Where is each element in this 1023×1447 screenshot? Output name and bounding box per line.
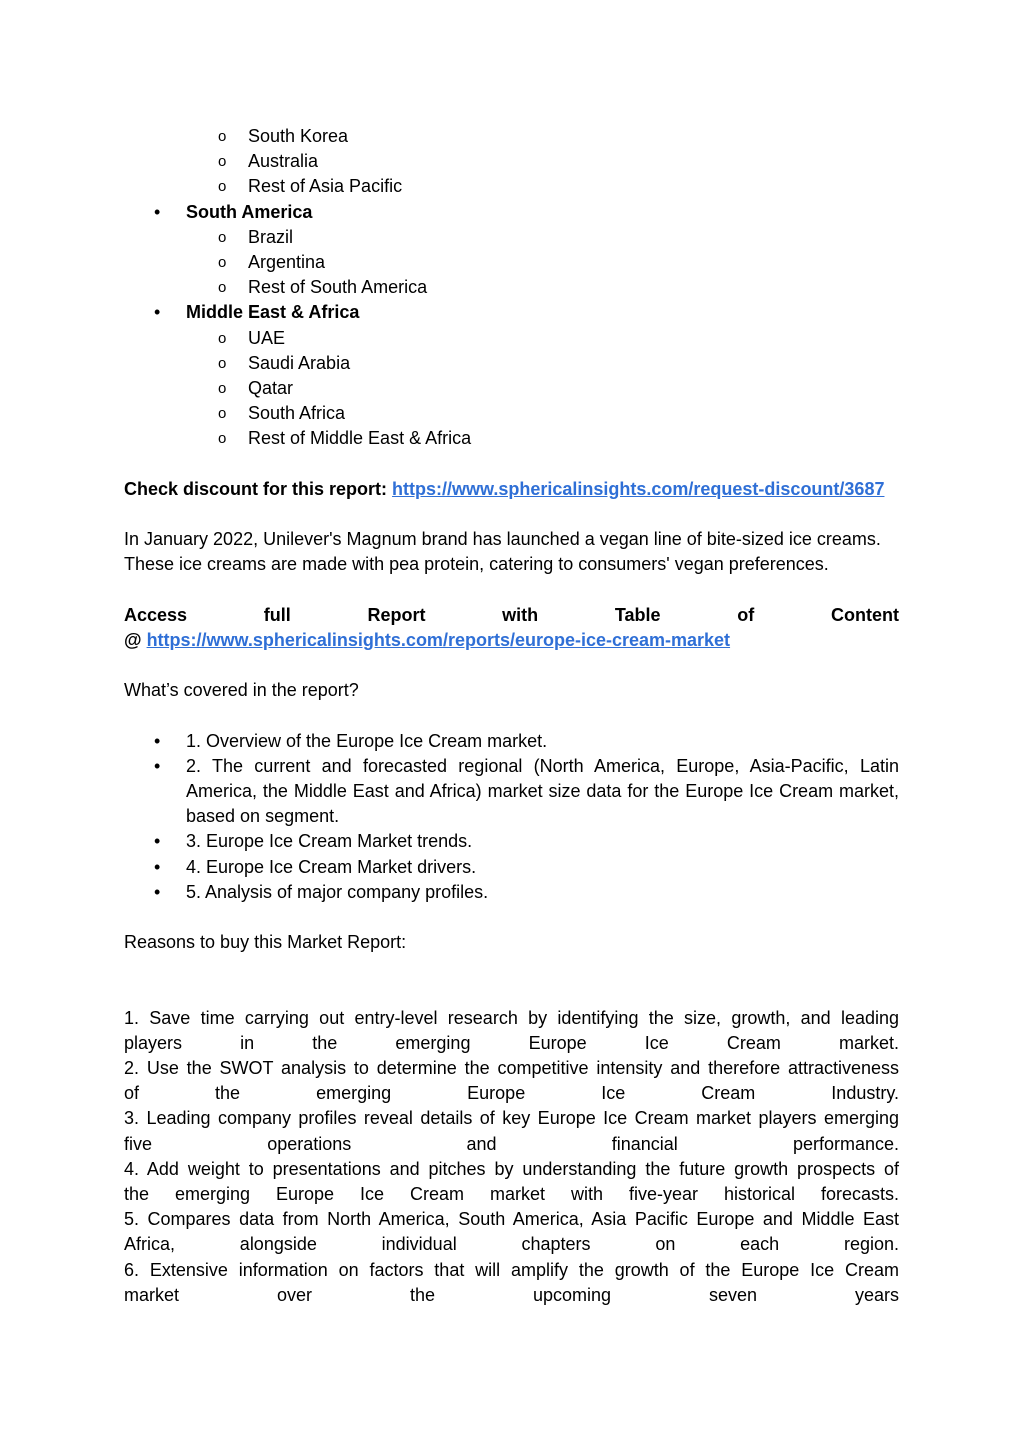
reason-line: 4. Add weight to presentations and pitches by understanding the future growth prospects of (124, 1158, 899, 1179)
bullet-icon: • (154, 755, 161, 776)
reason-line: 6. Extensive information on factors that will amplify the growth of the Europe Ice Cream (124, 1259, 899, 1280)
list-item: o South Africa (124, 401, 899, 426)
circle-bullet-icon: o (218, 379, 227, 397)
reason-line: the emerging Europe Ice Cream market with five-year historical forecasts. (124, 1184, 899, 1204)
covered-heading: What’s covered in the report? (124, 680, 359, 701)
reason-line: players in the emerging Europe Ice Cream market. (124, 1032, 899, 1053)
list-item: • 5. Analysis of major company profiles. (124, 880, 899, 905)
list-item: • 2. The current and forecasted regional (North America, Europe, Asia-Pacific, Latin America, the Middle East and Africa) market size data for the Europe Ice Cream market, based on segment. (154, 755, 899, 827)
discount-label: Check discount for this report: (124, 478, 393, 499)
circle-bullet-icon: o (218, 128, 227, 145)
list-item: • 4. Europe Ice Cream Market drivers. (124, 855, 899, 880)
list-item: o Rest of Middle East & Africa (124, 426, 899, 451)
list-item: • 1. Overview of the Europe Ice Cream market. (124, 729, 899, 754)
bullet-icon: • (154, 856, 161, 877)
bullet-icon: • (154, 302, 161, 323)
reason-line: Africa, alongside individual chapters on each region. (124, 1234, 899, 1255)
covered-list (124, 729, 899, 905)
list-item: o Qatar (124, 376, 899, 401)
bullet-icon: • (154, 201, 161, 222)
circle-bullet-icon: o (218, 279, 227, 297)
list-item: o Brazil (124, 225, 899, 250)
circle-bullet-icon: o (218, 329, 227, 347)
circle-bullet-icon: o (218, 228, 227, 246)
circle-bullet-icon: o (218, 253, 227, 271)
circle-bullet-icon: o (218, 178, 227, 196)
list-item: o UAE (124, 326, 899, 351)
bullet-icon: • (154, 881, 161, 902)
region-heading: • South America (124, 200, 899, 225)
access-link-line: @ https://www.sphericalinsights.com/reports/europe-ice-cream-market (124, 629, 731, 650)
reason-line: 1. Save time carrying out entry-level research by identifying the size, growth, and leading (124, 1007, 899, 1028)
report-link[interactable]: https://www.sphericalinsights.com/reports/europe-ice-cream-market (146, 629, 731, 650)
reason-line: 5. Compares data from North America, South America, Asia Pacific Europe and Middle East (124, 1209, 899, 1230)
list-item: o Argentina (124, 250, 899, 275)
reasons-heading: Reasons to buy this Market Report: (124, 932, 407, 953)
bullet-icon: • (154, 831, 161, 852)
discount-link[interactable]: https://www.sphericalinsights.com/request-discount/3687 (392, 478, 885, 499)
bullet-icon: • (154, 730, 161, 751)
circle-bullet-icon: o (218, 153, 227, 171)
reason-line: of the emerging Europe Ice Cream Industry. (124, 1083, 899, 1104)
news-line-2: These ice creams are made with pea protein, catering to consumers' vegan preferences. (124, 554, 829, 575)
list-item: o South Korea (124, 124, 899, 149)
reason-line: 3. Leading company profiles reveal details of key Europe Ice Cream market players emerging (124, 1108, 899, 1129)
reason-line: 2. Use the SWOT analysis to determine the competitive intensity and therefore attractiveness (124, 1058, 899, 1079)
list-item: o Rest of Asia Pacific (124, 174, 899, 199)
list-item: o Saudi Arabia (124, 351, 899, 376)
circle-bullet-icon: o (218, 405, 227, 423)
reason-line: five operations and financial performance. (124, 1133, 899, 1154)
reason-line: market over the upcoming seven years (124, 1284, 899, 1305)
access-report-line: Access full Report with Table of Content (124, 604, 899, 625)
region-heading: • Middle East & Africa (124, 300, 899, 325)
list-item: o Australia (124, 149, 899, 174)
news-line-1: In January 2022, Unilever's Magnum brand has launched a vegan line of bite-sized ice creams. (124, 529, 881, 549)
list-item: • 3. Europe Ice Cream Market trends. (124, 829, 899, 854)
circle-bullet-icon: o (218, 430, 227, 448)
list-item: o Rest of South America (124, 275, 899, 300)
circle-bullet-icon: o (218, 354, 227, 372)
document-page (124, 124, 899, 1308)
discount-line (124, 477, 899, 502)
